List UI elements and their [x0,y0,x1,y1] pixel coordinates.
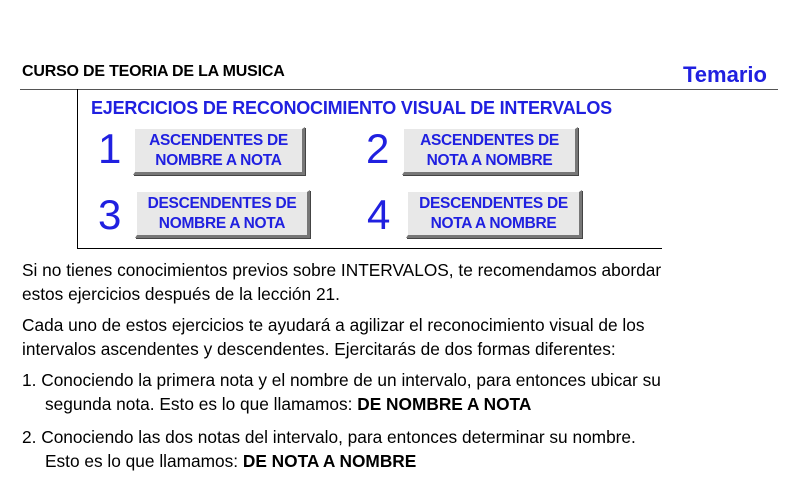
exercise-3-line1: DESCENDENTES DE [147,194,297,212]
intro-line-1: Si no tienes conocimientos previos sobre INTERVALOS, te recomendamos abordar [22,260,662,280]
exercise-1-button[interactable] [133,127,305,175]
exercise-number-1: 1 [98,125,122,172]
exercise-4-button[interactable] [406,190,582,238]
list-item-1-line1: 1. Conociendo la primera nota y el nombre de un intervalo, para entonces ubicar su [22,370,661,390]
exercise-4-line2: NOTA A NOMBRE [430,214,557,232]
exercise-3-line2: NOMBRE A NOTA [158,214,286,232]
list-item-1 [22,368,661,416]
list-item-1-emphasis: DE NOMBRE A NOTA [357,394,532,414]
exercise-2-line1: ASCENDENTES DE [420,131,559,149]
exercise-3-button[interactable] [135,190,310,238]
exercise-1-line1: ASCENDENTES DE [149,131,288,149]
intro-paragraph [22,258,661,306]
description-paragraph [22,313,644,361]
exercise-1-line2: NOMBRE A NOTA [155,151,282,169]
exercise-heading: EJERCICIOS DE RECONOCIMIENTO VISUAL DE INTERVALOS [91,98,612,118]
temario-link[interactable]: Temario [683,62,767,87]
intro-line-2: estos ejercicios después de la lección 21. [22,284,340,304]
description-line-2: intervalos ascendentes y descendentes. Ejercitarás de dos formas diferentes: [22,339,616,359]
exercise-2-line2: NOTA A NOMBRE [426,151,553,169]
course-title: CURSO DE TEORIA DE LA MUSICA [22,63,285,80]
list-item-2 [22,425,636,473]
exercise-2-button[interactable] [402,127,578,175]
exercise-4-line1: DESCENDENTES DE [419,194,568,212]
exercise-number-3: 3 [98,191,122,238]
list-item-2-line1: 2. Conociendo las dos notas del intervalo, para entonces determinar su nombre. [22,427,636,447]
list-item-2-emphasis: DE NOTA A NOMBRE [242,451,417,471]
list-item-2-prefix: Esto es lo que llamamos: [45,451,243,471]
exercise-number-4: 4 [367,191,391,238]
exercise-number-2: 2 [366,125,390,172]
list-item-1-line2 [22,392,661,416]
list-item-2-line2 [22,449,636,473]
description-line-1: Cada uno de estos ejercicios te ayudará a agilizar el reconocimiento visual de los [22,315,645,335]
list-item-1-prefix: segunda nota. Esto es lo que llamamos: [45,394,358,414]
